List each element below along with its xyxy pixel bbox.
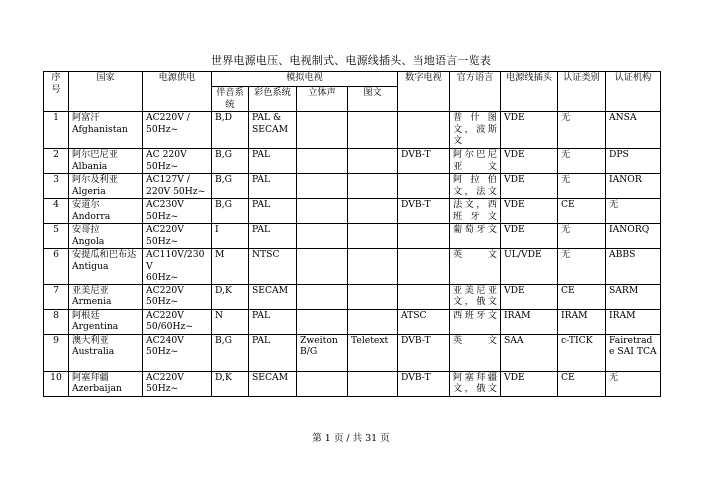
language: 法文，西班牙文 <box>453 199 497 222</box>
audio-system: B,D <box>215 112 233 123</box>
table-row <box>44 224 661 249</box>
table-row <box>44 174 661 199</box>
cell-country-cn <box>69 224 143 249</box>
voltage: AC220V <box>146 371 184 383</box>
country-en: Antigua <box>72 260 109 272</box>
plug: UL/VDE <box>504 249 542 260</box>
cell-voltage <box>143 149 212 174</box>
table-row <box>44 309 661 334</box>
header-country: 国家 <box>69 72 143 112</box>
row-seq: 1 <box>53 112 59 123</box>
cell-cert-type <box>558 284 606 309</box>
table-row <box>44 249 661 285</box>
header-stereo: 立体声 <box>297 87 348 112</box>
cell-cert-org <box>606 174 661 199</box>
cert-type: 无 <box>561 174 571 185</box>
voltage: AC220V <box>146 309 184 321</box>
plug: VDE <box>504 174 525 185</box>
cell-cert-org <box>606 112 661 149</box>
cert-type: CE <box>561 284 575 296</box>
cell-cert-org <box>606 249 661 285</box>
cell-language <box>450 284 501 309</box>
row-seq: 6 <box>53 249 59 260</box>
language: 阿塞拜疆文，俄文 <box>453 371 497 394</box>
header-audio: 伴音系统 <box>212 87 249 112</box>
plug: VDE <box>504 224 525 235</box>
cell-language <box>450 334 501 371</box>
audio-system: D,K <box>215 284 232 296</box>
cell-digital-tv <box>398 334 450 371</box>
country-en: Australia <box>72 346 115 357</box>
voltage: AC110V/230V <box>146 249 205 272</box>
digital-tv: DVB-T <box>401 334 431 346</box>
cert-org: 无 <box>609 371 619 383</box>
cell-plug <box>501 199 558 224</box>
header-teletext: 图文 <box>348 87 398 112</box>
cell-country-cn <box>69 371 143 396</box>
row-seq: 5 <box>53 224 59 235</box>
country-en: Armenia <box>72 296 112 307</box>
cell-country-cn <box>69 149 143 174</box>
cell-voltage <box>143 224 212 249</box>
teletext: Teletext <box>351 334 389 346</box>
cell-color-system <box>249 371 297 396</box>
cert-org: DPS <box>609 149 629 160</box>
cert-type: CE <box>561 199 575 210</box>
cell-country-cn <box>69 249 143 285</box>
cert-org: 无 <box>609 199 619 210</box>
row-seq: 10 <box>50 371 62 383</box>
cell-audio-system <box>212 309 249 334</box>
cert-org: ABBS <box>609 249 636 260</box>
cell-audio-system <box>212 371 249 396</box>
cell-teletext <box>348 174 398 199</box>
cell-digital-tv <box>398 199 450 224</box>
cell-plug <box>501 284 558 309</box>
cell-teletext <box>348 224 398 249</box>
cell-cert-type <box>558 149 606 174</box>
table-row <box>44 284 661 309</box>
plug: VDE <box>504 112 525 123</box>
cell-cert-org <box>606 309 661 334</box>
cell-color-system <box>249 249 297 285</box>
country-en: Afghanistan <box>72 123 128 135</box>
cert-org: SARM <box>609 284 639 296</box>
cell-teletext <box>348 112 398 149</box>
cell-teletext <box>348 149 398 174</box>
cell-cert-type <box>558 334 606 371</box>
cell-digital-tv <box>398 284 450 309</box>
cell-color-system <box>249 224 297 249</box>
row-seq: 7 <box>53 284 59 296</box>
cell-audio-system <box>212 112 249 149</box>
cert-type: 无 <box>561 249 571 260</box>
cell-digital-tv <box>398 149 450 174</box>
cell-voltage <box>143 112 212 149</box>
cell-teletext <box>348 199 398 224</box>
country-cn: 阿富汗 <box>72 112 100 123</box>
frequency: 50Hz~ <box>146 235 179 247</box>
cell-cert-type <box>558 112 606 149</box>
audio-system: N <box>215 309 224 321</box>
header-digital-tv: 数字电视 <box>398 72 450 112</box>
color-system: PAL <box>252 224 271 235</box>
cell-stereo <box>297 371 348 396</box>
country-cn: 阿根廷 <box>72 309 100 321</box>
cell-row-seq <box>44 174 69 199</box>
cell-plug <box>501 174 558 199</box>
language: 葡萄牙文 <box>453 224 497 235</box>
cell-plug <box>501 309 558 334</box>
table-row <box>44 334 661 371</box>
cell-stereo <box>297 149 348 174</box>
cell-color-system <box>249 112 297 149</box>
cell-voltage <box>143 174 212 199</box>
cell-voltage <box>143 199 212 224</box>
plug: SAA <box>504 334 524 346</box>
color-system: PAL <box>252 334 271 346</box>
row-seq: 3 <box>53 174 59 185</box>
cell-country-cn <box>69 174 143 199</box>
country-cn: 阿塞拜疆 <box>72 371 109 383</box>
color-system: SECAM <box>252 371 289 383</box>
country-cn: 安提瓜和巴布达 <box>72 249 137 260</box>
frequency: 50Hz~ <box>146 296 179 307</box>
cell-plug <box>501 334 558 371</box>
cell-audio-system <box>212 249 249 285</box>
cell-stereo <box>297 309 348 334</box>
cell-digital-tv <box>398 112 450 149</box>
frequency: 60Hz~ <box>146 272 179 283</box>
digital-tv: DVB-T <box>401 149 431 160</box>
cell-voltage <box>143 334 212 371</box>
cell-row-seq <box>44 199 69 224</box>
cell-country-cn <box>69 334 143 371</box>
cell-voltage <box>143 309 212 334</box>
color-system: PAL <box>252 174 271 185</box>
cell-teletext <box>348 309 398 334</box>
cell-cert-type <box>558 371 606 396</box>
cell-row-seq <box>44 284 69 309</box>
cell-row-seq <box>44 224 69 249</box>
cell-color-system <box>249 309 297 334</box>
cert-org: ANSA <box>609 112 637 123</box>
country-en: Angola <box>72 235 105 247</box>
cell-audio-system <box>212 334 249 371</box>
table-row <box>44 371 661 396</box>
country-en: Argentina <box>72 321 119 332</box>
language: 英文 <box>453 334 497 346</box>
cell-audio-system <box>212 199 249 224</box>
document-title: 世界电源电压、电视制式、电源线插头、当地语言一览表 <box>211 54 491 67</box>
row-seq: 8 <box>53 309 59 321</box>
page-footer: 第 1 页 / 共 31 页 <box>312 433 390 444</box>
row-seq: 2 <box>53 149 59 160</box>
cell-language <box>450 199 501 224</box>
cell-cert-type <box>558 199 606 224</box>
audio-system: B,G <box>215 199 233 210</box>
cell-cert-org <box>606 199 661 224</box>
cell-row-seq <box>44 371 69 396</box>
cell-cert-org <box>606 334 661 371</box>
voltage: AC230V <box>146 199 184 210</box>
color-system-2: SECAM <box>252 123 289 135</box>
cell-digital-tv <box>398 174 450 199</box>
country-cn: 安道尔 <box>72 199 100 210</box>
cell-language <box>450 174 501 199</box>
color-system: NTSC <box>252 249 280 260</box>
cell-audio-system <box>212 224 249 249</box>
cert-type: 无 <box>561 112 571 123</box>
table-row <box>44 112 661 149</box>
cell-row-seq <box>44 112 69 149</box>
color-system: PAL <box>252 199 271 210</box>
color-system: PAL <box>252 149 271 160</box>
frequency: 50Hz~ <box>146 160 179 172</box>
cell-teletext <box>348 249 398 285</box>
cell-country-cn <box>69 199 143 224</box>
cell-color-system <box>249 334 297 371</box>
cell-stereo <box>297 249 348 285</box>
voltage: AC220V <box>146 224 184 235</box>
cell-cert-org <box>606 371 661 396</box>
cell-audio-system <box>212 284 249 309</box>
table-row <box>44 199 661 224</box>
header-color: 彩色系统 <box>249 87 297 112</box>
cell-teletext <box>348 284 398 309</box>
table-body <box>44 112 661 397</box>
frequency: 220V 50Hz~ <box>146 185 206 197</box>
country-en: Azerbaijan <box>72 383 122 394</box>
cell-cert-org <box>606 284 661 309</box>
header-power: 电源供电 <box>143 72 212 112</box>
row-seq: 4 <box>53 199 59 210</box>
frequency: 50Hz~ <box>146 346 179 357</box>
frequency: 50Hz~ <box>146 383 179 394</box>
header-analog-tv: 模拟电视 <box>212 72 398 87</box>
cell-digital-tv <box>398 309 450 334</box>
cell-country-cn <box>69 309 143 334</box>
country-cn: 亚美尼亚 <box>72 284 109 296</box>
country-table <box>43 71 661 397</box>
cell-cert-org <box>606 224 661 249</box>
voltage: AC220V / <box>146 112 190 123</box>
cert-type: IRAM <box>561 309 588 321</box>
cert-org: IRAM <box>609 309 636 321</box>
cert-org: Fairetrade SAI TCA <box>609 334 657 357</box>
audio-system: I <box>215 224 219 235</box>
cell-color-system <box>249 199 297 224</box>
voltage: AC240V <box>146 334 184 346</box>
color-system: PAL <box>252 309 271 321</box>
cell-stereo <box>297 334 348 371</box>
digital-tv: DVB-T <box>401 199 431 210</box>
cert-org: IANORQ <box>609 224 650 235</box>
header-language: 官方语言 <box>450 72 501 112</box>
header-cert-type: 认证类别 <box>558 72 606 112</box>
cell-voltage <box>143 284 212 309</box>
cell-country-cn <box>69 112 143 149</box>
language: 普什图文，波斯文 <box>453 112 497 146</box>
frequency: 50Hz~ <box>146 210 179 222</box>
header-cert-org: 认证机构 <box>606 72 661 112</box>
cell-language <box>450 309 501 334</box>
header-plug: 电源线插头 <box>501 72 558 112</box>
country-en: Andorra <box>72 210 111 222</box>
cell-cert-type <box>558 309 606 334</box>
country-cn: 阿尔及利亚 <box>72 174 118 185</box>
audio-system: D,K <box>215 371 232 383</box>
voltage: AC127V / <box>146 174 190 185</box>
audio-system: M <box>215 249 225 260</box>
cell-audio-system <box>212 174 249 199</box>
country-cn: 澳大利亚 <box>72 334 109 346</box>
cell-stereo <box>297 284 348 309</box>
cell-plug <box>501 112 558 149</box>
cell-audio-system <box>212 149 249 174</box>
cell-cert-type <box>558 224 606 249</box>
cell-voltage <box>143 249 212 285</box>
cell-language <box>450 149 501 174</box>
plug: IRAM <box>504 309 531 321</box>
country-en: Albania <box>72 160 108 172</box>
country-en: Algeria <box>72 185 106 197</box>
voltage: AC 220V <box>146 149 187 160</box>
row-seq: 9 <box>53 334 59 346</box>
header-row <box>44 72 661 87</box>
language: 阿拉伯文，法文 <box>453 174 497 197</box>
cell-color-system <box>249 284 297 309</box>
digital-tv: ATSC <box>401 309 427 321</box>
cell-row-seq <box>44 249 69 285</box>
cell-digital-tv <box>398 371 450 396</box>
country-cn: 阿尔巴尼亚 <box>72 149 118 160</box>
plug: VDE <box>504 199 525 210</box>
cell-cert-type <box>558 249 606 285</box>
cert-type: c-TICK <box>561 334 593 346</box>
cell-country-cn <box>69 284 143 309</box>
cell-cert-org <box>606 149 661 174</box>
frequency: 50Hz~ <box>146 123 179 135</box>
cell-plug <box>501 371 558 396</box>
country-cn: 安哥拉 <box>72 224 100 235</box>
color-system: SECAM <box>252 284 289 296</box>
cell-language <box>450 224 501 249</box>
cell-stereo <box>297 174 348 199</box>
cell-language <box>450 249 501 285</box>
language: 英文 <box>453 249 497 260</box>
cell-cert-type <box>558 174 606 199</box>
audio-system: B,G <box>215 334 233 346</box>
cell-row-seq <box>44 334 69 371</box>
voltage: AC220V <box>146 284 184 296</box>
cell-stereo <box>297 199 348 224</box>
cert-org: IANOR <box>609 174 642 185</box>
digital-tv: DVB-T <box>401 371 431 383</box>
color-system: PAL & <box>252 112 282 123</box>
plug: VDE <box>504 284 525 296</box>
cell-teletext <box>348 334 398 371</box>
table-row <box>44 149 661 174</box>
frequency: 50/60Hz~ <box>146 321 194 332</box>
cell-plug <box>501 249 558 285</box>
header-seq: 序号 <box>44 72 69 112</box>
cell-stereo <box>297 112 348 149</box>
audio-system: B,G <box>215 149 233 160</box>
cell-plug <box>501 149 558 174</box>
stereo: Zweiton B/G <box>300 334 338 357</box>
language: 阿尔巴尼亚文 <box>453 149 497 172</box>
plug: VDE <box>504 149 525 160</box>
cell-plug <box>501 224 558 249</box>
cell-language <box>450 371 501 396</box>
cert-type: CE <box>561 371 575 383</box>
audio-system: B,G <box>215 174 233 185</box>
cert-type: 无 <box>561 149 571 160</box>
cell-color-system <box>249 149 297 174</box>
cell-teletext <box>348 371 398 396</box>
cell-language <box>450 112 501 149</box>
cell-row-seq <box>44 149 69 174</box>
cell-voltage <box>143 371 212 396</box>
language: 西班牙文 <box>453 309 497 321</box>
plug: VDE <box>504 371 525 383</box>
cell-color-system <box>249 174 297 199</box>
cell-digital-tv <box>398 224 450 249</box>
language: 亚美尼亚文，俄文 <box>453 284 497 307</box>
cell-row-seq <box>44 309 69 334</box>
cert-type: 无 <box>561 224 571 235</box>
cell-digital-tv <box>398 249 450 285</box>
cell-stereo <box>297 224 348 249</box>
